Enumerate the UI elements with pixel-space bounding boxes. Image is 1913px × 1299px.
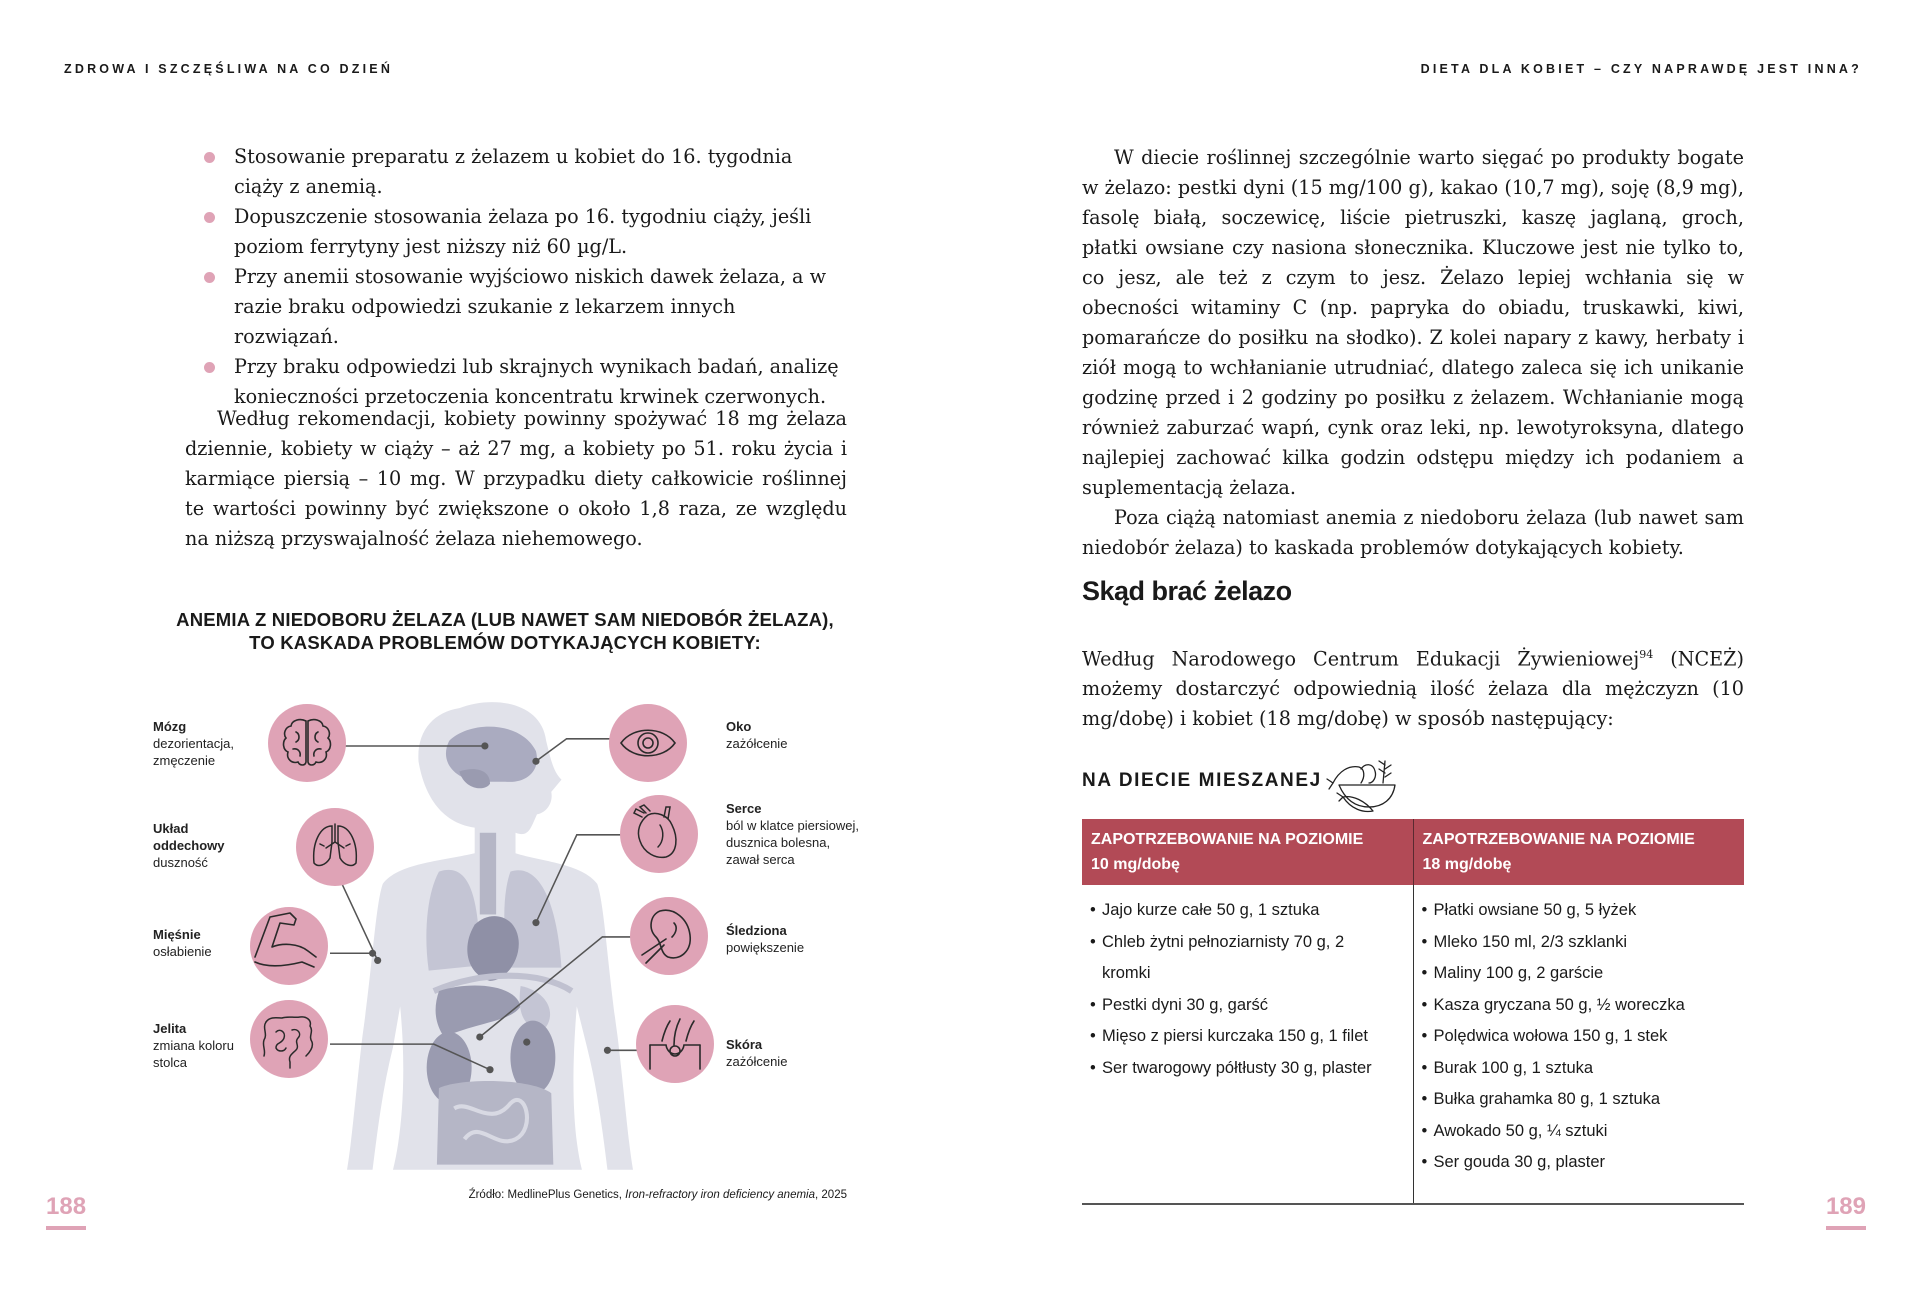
food-bowl-icon bbox=[1325, 755, 1405, 815]
skin-icon bbox=[636, 1005, 714, 1083]
body-paragraph: W diecie roślinnej szczególnie warto sięgać po produkty bogate w żelazo: pestki dyni (15 mg/100 g), kakao (10,7 mg), soję (8,9 mg), fasolę białą, soczewicę, liście pietruszki, kaszę jaglaną, groch, płatki owsiane czy nasiona słonecznika. Kluczowe jest nie tylko to, co jesz, ale też z czym to jesz. Żelazo lepiej wchłania się w obecności witaminy C (np. papryka do obiadu, truskawki, kiwi, pomarańcze do posiłku na słodko). Z kolei napary z kawy, herbaty i ziół mogą to wchłanianie utrudniać, dlatego zaleca się ich unikanie godzinę przed i 2 godziny po posiłku z żelazem. Wchłanianie mogą również zaburzać wapń, cynk oraz leki, np. lewotyroksyna, dlatego najlepiej zachować kilka godzin odstępu między ich podaniem a suplementacją żelaza. bbox=[1082, 146, 1744, 499]
table-header-18mg: ZAPOTRZEBOWANIE NA POZIOMIE 18 mg/dobę bbox=[1413, 819, 1744, 885]
list-item: Dopuszczenie stosowania żelaza po 16. tygodniu ciąży, jeśli poziom ferrytyny jest niższy niż 60 µg/L. bbox=[204, 202, 844, 262]
organ-label-brain: Mózg dezorientacja, zmęczenie bbox=[153, 719, 234, 768]
list-item: • Kasza gryczana 50 g, ½ woreczka bbox=[1422, 990, 1737, 1022]
bullet-icon bbox=[204, 272, 215, 283]
bullet-icon bbox=[204, 152, 215, 163]
muscle-icon bbox=[250, 907, 328, 985]
list-item: • Chleb żytni pełnoziarnisty 70 g, 2 kromki bbox=[1090, 927, 1405, 990]
body-paragraph: Według rekomendacji, kobiety powinny spożywać 18 mg żelaza dziennie, kobiety w ciąży – aż 27 mg, a kobiety po 51. roku życia i karmiące piersią – 10 mg. W przypadku diety całkowicie roślinnej te wartości powinny być zwiększone o około 1,8 raza, ze względu na niższą przyswajalność żelaza niehemowego. bbox=[185, 407, 847, 550]
table-row bbox=[1082, 885, 1744, 1204]
list-item: • Mięso z piersi kurczaka 150 g, 1 filet bbox=[1090, 1021, 1405, 1053]
list-item: Przy anemii stosowanie wyjściowo niskich dawek żelaza, a w razie braku odpowiedzi szukanie z lekarzem innych rozwiązań. bbox=[204, 262, 844, 352]
organ-label-heart: Serce ból w klatce piersiowej, dusznica bolesna, zawał serca bbox=[726, 801, 859, 867]
page-number-left: 188 bbox=[46, 1193, 86, 1230]
running-head-right: DIETA DLA KOBIET – CZY NAPRAWDĘ JEST INNA? bbox=[1420, 62, 1862, 76]
organ-label-intestines: Jelita zmiana koloru stolca bbox=[153, 1021, 234, 1070]
organ-label-spleen: Śledziona powiększenie bbox=[726, 923, 805, 955]
organ-label-eye: Oko zażółcenie bbox=[726, 719, 788, 751]
list-item: • Bułka grahamka 80 g, 1 sztuka bbox=[1422, 1084, 1737, 1116]
list-item: • Mleko 150 ml, 2/3 szklanki bbox=[1422, 927, 1737, 959]
intestines-icon bbox=[250, 1000, 328, 1078]
organ-label-respiratory: Układ oddechowy duszność bbox=[153, 821, 225, 870]
eye-icon bbox=[609, 704, 687, 782]
list-item: • Maliny 100 g, 2 garście bbox=[1422, 958, 1737, 990]
footnote-reference[interactable]: 94 bbox=[1639, 648, 1654, 661]
heart-icon bbox=[620, 795, 698, 873]
bullet-icon bbox=[204, 362, 215, 373]
iron-sources-table bbox=[1082, 819, 1744, 1205]
source-caption: Źródło: MedlinePlus Genetics, Iron-refractory iron deficiency anemia, 2025 bbox=[468, 1189, 847, 1201]
list-item: • Awokado 50 g, ¼ sztuki bbox=[1422, 1116, 1737, 1148]
table-subhead: NA DIECIE MIESZANEJ bbox=[1082, 770, 1322, 791]
table-cell-18mg bbox=[1413, 885, 1744, 1204]
list-item: Przy braku odpowiedzi lub skrajnych wynikach badań, analizę konieczności przetoczenia koncentratu krwinek czerwonych. bbox=[204, 352, 844, 412]
organ-label-muscles: Mięśnie osłabienie bbox=[153, 927, 212, 959]
list-item: • Jajo kurze całe 50 g, 1 sztuka bbox=[1090, 895, 1405, 927]
list-item: • Burak 100 g, 1 sztuka bbox=[1422, 1053, 1737, 1085]
list-item: • Ser gouda 30 g, plaster bbox=[1422, 1147, 1737, 1179]
body-text-right bbox=[1082, 143, 1744, 563]
bullet-icon bbox=[204, 212, 215, 223]
organ-label-skin: Skóra zażółcenie bbox=[726, 1037, 788, 1069]
table-header-10mg: ZAPOTRZEBOWANIE NA POZIOMIE 10 mg/dobę bbox=[1082, 819, 1413, 885]
lungs-icon bbox=[296, 808, 374, 886]
intro-paragraph: Według Narodowego Centrum Edukacji Żywieniowej$^{94}$ (NCEŻ) możemy dostarczyć odpowiednią ilość żelaza dla mężczyzn (10 mg/dobę) i kobiet (18 mg/dobę) w sposób następujący: bbox=[1082, 647, 1744, 731]
infographic-title: ANEMIA Z NIEDOBORU ŻELAZA (LUB NAWET SAM NIEDOBÓR ŻELAZA), TO KASKADA PROBLEMÓW DOTYKAJĄCYCH KOBIETY: bbox=[176, 609, 834, 653]
list-item: • Pestki dyni 30 g, garść bbox=[1090, 990, 1405, 1022]
brain-icon bbox=[268, 704, 346, 782]
spleen-icon bbox=[630, 897, 708, 975]
page-number-right: 189 bbox=[1826, 1193, 1866, 1230]
list-item: • Polędwica wołowa 150 g, 1 stek bbox=[1422, 1021, 1737, 1053]
body-paragraph: Poza ciążą natomiast anemia z niedoboru żelaza (lub nawet sam niedobór żelaza) to kaskada problemów dotykających kobiety. bbox=[1082, 506, 1744, 559]
section-heading: Skąd brać żelazo bbox=[1082, 576, 1292, 606]
body-silhouette-illustration bbox=[330, 700, 650, 1180]
list-item: • Ser twarogowy półtłusty 30 g, plaster bbox=[1090, 1053, 1405, 1085]
list-item: • Płatki owsiane 50 g, 5 łyżek bbox=[1422, 895, 1737, 927]
recommendation-list bbox=[204, 142, 844, 412]
table-cell-10mg bbox=[1082, 885, 1413, 1204]
list-item: Stosowanie preparatu z żelazem u kobiet do 16. tygodnia ciąży z anemią. bbox=[204, 142, 844, 202]
running-head-left: ZDROWA I SZCZĘŚLIWA NA CO DZIEŃ bbox=[64, 62, 394, 76]
